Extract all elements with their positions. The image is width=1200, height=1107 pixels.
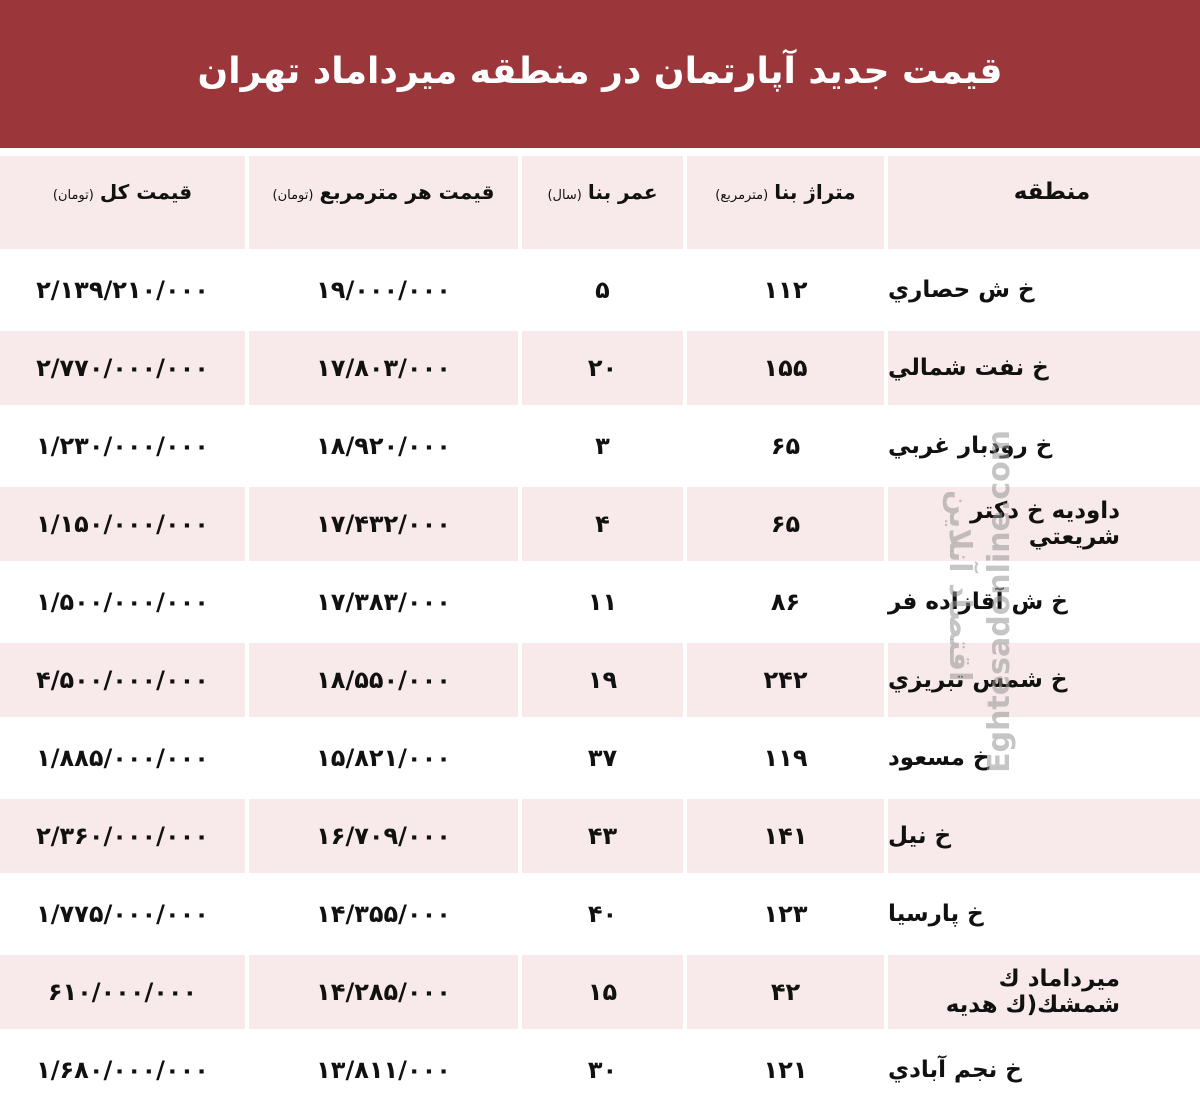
cell-total-price: ۶۱۰/۰۰۰/۰۰۰ xyxy=(0,955,245,1029)
header-price-per-m2-unit: (تومان) xyxy=(272,187,314,203)
cell-price-per-m2: ۱۷/۴۳۲/۰۰۰ xyxy=(249,487,518,561)
cell-region: خ پارسيا xyxy=(888,877,1200,951)
cell-region: خ نيل xyxy=(888,799,1200,873)
title-banner xyxy=(0,0,1200,152)
header-total-price xyxy=(0,156,245,249)
cell-total-price: ۲/۳۶۰/۰۰۰/۰۰۰ xyxy=(0,799,245,873)
cell-area: ۸۶ xyxy=(687,565,884,639)
header-region xyxy=(888,156,1200,249)
cell-total-price: ۱/۶۸۰/۰۰۰/۰۰۰ xyxy=(0,1033,245,1107)
cell-region: خ نفت شمالي xyxy=(888,331,1200,405)
cell-total-price: ۴/۵۰۰/۰۰۰/۰۰۰ xyxy=(0,643,245,717)
cell-region: خ مسعود xyxy=(888,721,1200,795)
cell-area: ۱۴۱ xyxy=(687,799,884,873)
page-title: قیمت جدید آپارتمان در منطقه میرداماد تهران xyxy=(197,50,1003,92)
cell-area: ۱۲۳ xyxy=(687,877,884,951)
cell-age: ۵ xyxy=(522,253,683,327)
watermark-latin: Eghtesadonline.com xyxy=(982,430,1017,773)
cell-area: ۶۵ xyxy=(687,409,884,483)
cell-age: ۴۳ xyxy=(522,799,683,873)
cell-region: خ نجم آبادي xyxy=(888,1033,1200,1107)
cell-area: ۱۱۲ xyxy=(687,253,884,327)
header-age xyxy=(522,156,683,249)
header-area xyxy=(687,156,884,249)
cell-age: ۱۹ xyxy=(522,643,683,717)
header-total-price-label: قیمت کل xyxy=(99,179,193,204)
header-area-label: متراژ بنا xyxy=(774,179,856,204)
cell-price-per-m2: ۱۳/۸۱۱/۰۰۰ xyxy=(249,1033,518,1107)
cell-price-per-m2: ۱۴/۳۵۵/۰۰۰ xyxy=(249,877,518,951)
cell-region: خ ش حصاري xyxy=(888,253,1200,327)
watermark-persian: اقتصاد آنلاین xyxy=(942,490,977,682)
cell-total-price: ۱/۲۳۰/۰۰۰/۰۰۰ xyxy=(0,409,245,483)
cell-age: ۱۱ xyxy=(522,565,683,639)
cell-price-per-m2: ۱۵/۸۲۱/۰۰۰ xyxy=(249,721,518,795)
cell-price-per-m2: ۱۷/۳۸۳/۰۰۰ xyxy=(249,565,518,639)
header-total-price-unit: (تومان) xyxy=(52,187,94,203)
cell-age: ۲۰ xyxy=(522,331,683,405)
cell-price-per-m2: ۱۸/۵۵۰/۰۰۰ xyxy=(249,643,518,717)
cell-price-per-m2: ۱۷/۸۰۳/۰۰۰ xyxy=(249,331,518,405)
cell-age: ۱۵ xyxy=(522,955,683,1029)
cell-total-price: ۱/۵۰۰/۰۰۰/۰۰۰ xyxy=(0,565,245,639)
cell-area: ۱۵۵ xyxy=(687,331,884,405)
cell-total-price: ۱/۸۸۵/۰۰۰/۰۰۰ xyxy=(0,721,245,795)
cell-total-price: ۱/۱۵۰/۰۰۰/۰۰۰ xyxy=(0,487,245,561)
cell-age: ۳۷ xyxy=(522,721,683,795)
header-price-per-m2 xyxy=(249,156,518,249)
cell-age: ۳۰ xyxy=(522,1033,683,1107)
cell-price-per-m2: ۱۶/۷۰۹/۰۰۰ xyxy=(249,799,518,873)
cell-region: داوديه خ دكتر شريعتي xyxy=(888,487,1200,561)
cell-price-per-m2: ۱۴/۲۸۵/۰۰۰ xyxy=(249,955,518,1029)
cell-total-price: ۲/۱۳۹/۲۱۰/۰۰۰ xyxy=(0,253,245,327)
cell-region: خ رودبار غربي xyxy=(888,409,1200,483)
cell-price-per-m2: ۱۹/۰۰۰/۰۰۰ xyxy=(249,253,518,327)
cell-total-price: ۲/۷۷۰/۰۰۰/۰۰۰ xyxy=(0,331,245,405)
cell-total-price: ۱/۷۷۵/۰۰۰/۰۰۰ xyxy=(0,877,245,951)
header-age-unit: (سال) xyxy=(547,187,582,203)
cell-area: ۱۱۹ xyxy=(687,721,884,795)
header-age-label: عمر بنا xyxy=(587,179,658,204)
cell-age: ۴ xyxy=(522,487,683,561)
cell-area: ۲۴۲ xyxy=(687,643,884,717)
cell-price-per-m2: ۱۸/۹۲۰/۰۰۰ xyxy=(249,409,518,483)
cell-region: خ شمس تبريزي xyxy=(888,643,1200,717)
cell-area: ۱۲۱ xyxy=(687,1033,884,1107)
cell-age: ۴۰ xyxy=(522,877,683,951)
cell-age: ۳ xyxy=(522,409,683,483)
cell-area: ۴۲ xyxy=(687,955,884,1029)
header-region-label: منطقه xyxy=(1013,178,1091,205)
header-area-unit: (مترمربع) xyxy=(715,187,769,203)
cell-region: ميرداماد ك شمشك(ك هديه xyxy=(888,955,1200,1029)
cell-area: ۶۵ xyxy=(687,487,884,561)
cell-region: خ ش آقازاده فر xyxy=(888,565,1200,639)
price-table xyxy=(0,156,1200,1107)
header-price-per-m2-label: قیمت هر مترمربع xyxy=(319,179,495,204)
